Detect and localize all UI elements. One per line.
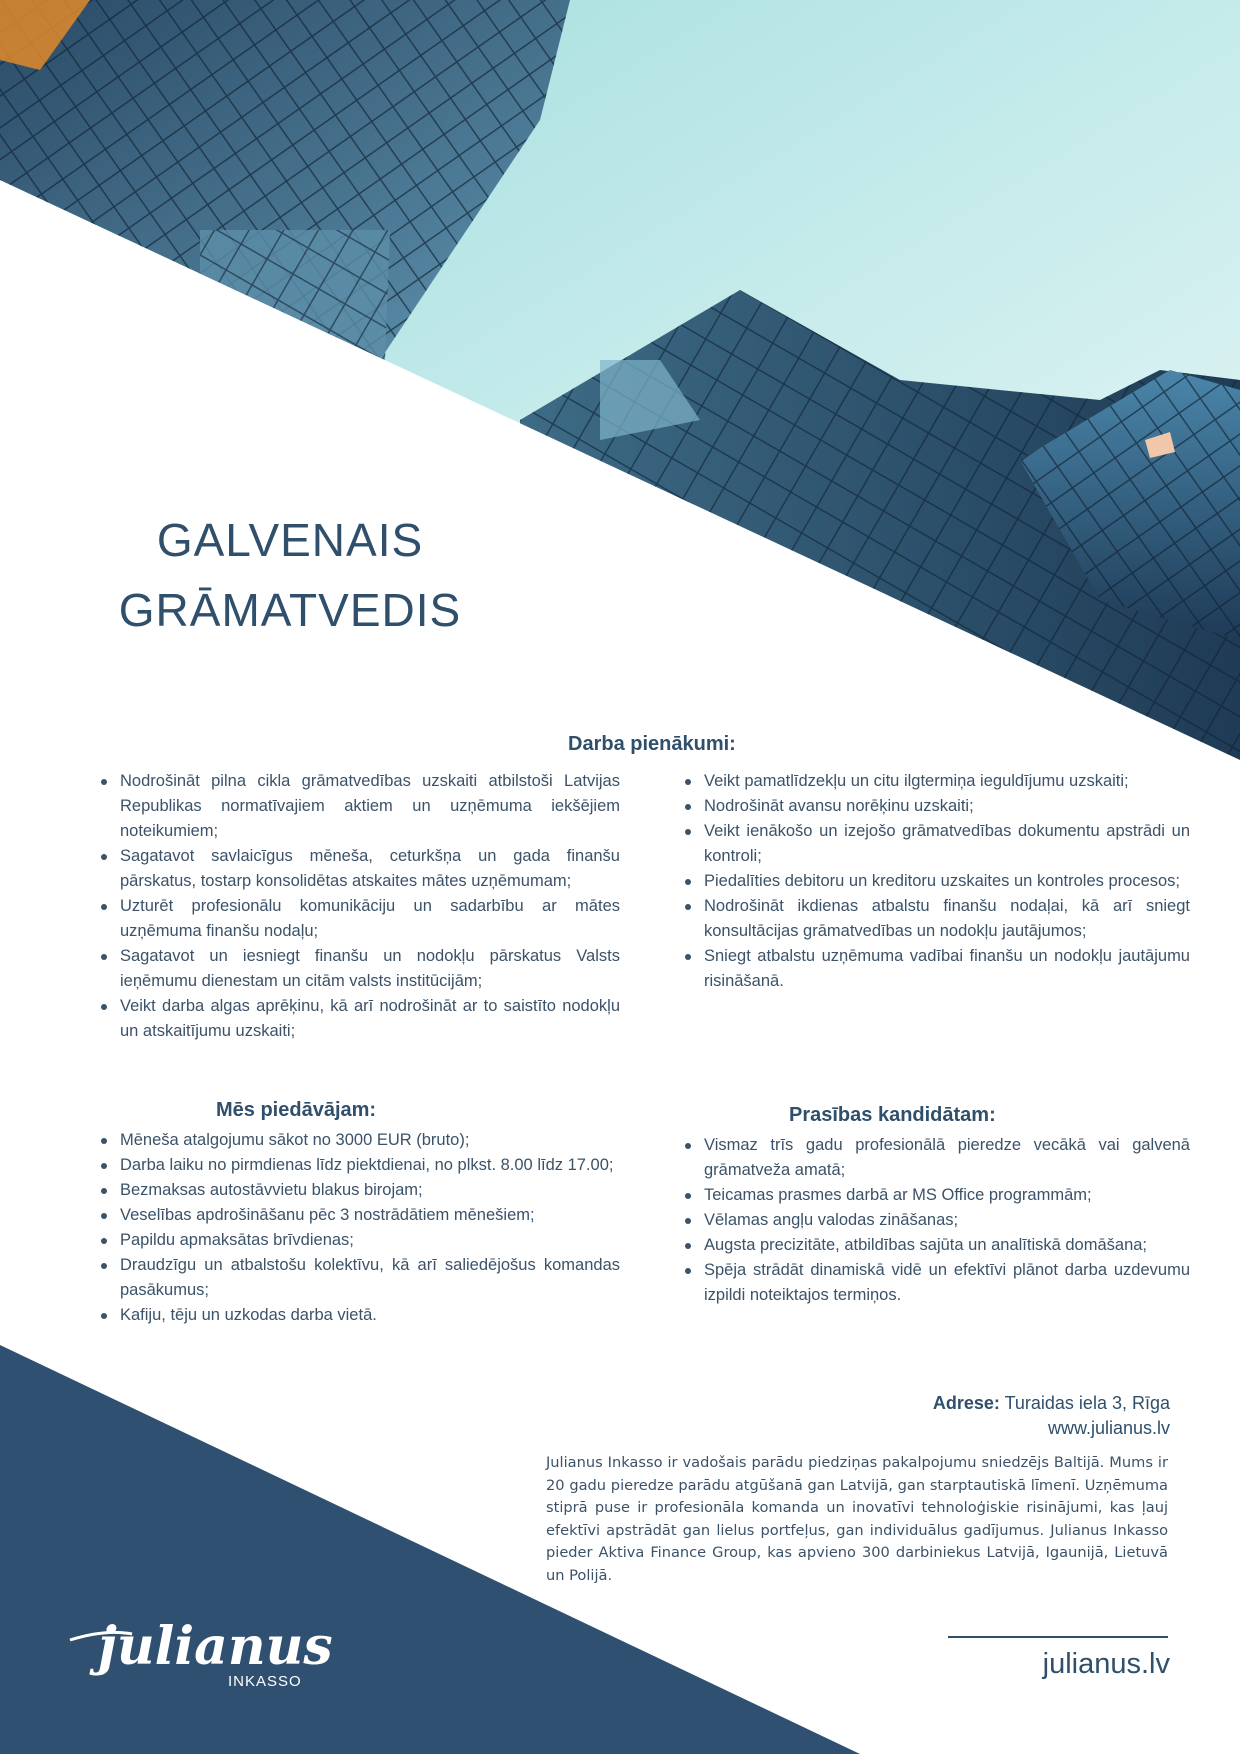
address-value: Turaidas iela 3, Rīga [999, 1393, 1170, 1413]
list-item: Veikt ienākošo un izejošo grāmatvedības dokumentu apstrādi un kontroli; [704, 819, 1190, 869]
list-item: Sniegt atbalstu uzņēmuma vadībai finanšu un nodokļu jautājumu risināšanā. [704, 944, 1190, 994]
list-item: Vēlamas angļu valodas zināšanas; [704, 1208, 1190, 1233]
list-item: Papildu apmaksātas brīvdienas; [120, 1228, 620, 1253]
list-item: Teicamas prasmes darbā ar MS Office programmām; [704, 1183, 1190, 1208]
list-item: Spēja strādāt dinamiskā vidē un efektīvi plānot darba uzdevumu izpildi noteiktajos termiņos. [704, 1258, 1190, 1308]
list-item: Sagatavot un iesniegt finanšu un nodokļu pārskatus Valsts ieņēmumu dienestam un citām valsts institūcijām; [120, 944, 620, 994]
offer-list [98, 1128, 620, 1328]
company-description: Julianus Inkasso ir vadošais parādu piedziņas pakalpojumu sniedzējs Baltijā. Mums ir 20 gadu pieredze parādu atgūšanā gan Latvijā, gan starptautiskā līmenī. Uzņēmuma stiprā puse ir profesionāla komanda un inovatīvi tehnoloģiskie risinājumi, kas ļauj efektīvi apstrādāt gan lielus portfeļus, gan individuālus gadījumus. Julianus Inkasso pieder Aktiva Finance Group, kas apvieno 300 darbiniekus Latvijā, Igaunijā, Lietuvā un Polijā. [546, 1454, 1168, 1584]
address-line [933, 1391, 1170, 1416]
list-item: Nodrošināt pilna cikla grāmatvedības uzskaiti atbilstoši Latvijas Republikas normatīvajiem aktiem un uzņēmuma iekšējiem noteikumiem; [120, 769, 620, 844]
list-item: Bezmaksas autostāvvietu blakus birojam; [120, 1178, 620, 1203]
duties-list-left [98, 769, 620, 1044]
job-title-line-2: GRĀMATVEDIS [118, 584, 462, 636]
footer-website-link[interactable]: julianus.lv [1042, 1648, 1170, 1680]
list-item: Veselības apdrošināšanu pēc 3 nostrādātiem mēnešiem; [120, 1203, 620, 1228]
list-item: Draudzīgu un atbalstošu kolektīvu, kā arī saliedējošus komandas pasākumus; [120, 1253, 620, 1303]
offer-heading: Mēs piedāvājam: [216, 1099, 377, 1121]
list-item: Veikt darba algas aprēķinu, kā arī nodrošināt ar to saistīto nodokļu un atskaitījumu uzskaiti; [120, 994, 620, 1044]
requirements-list [682, 1133, 1190, 1308]
list-item: Darba laiku no pirmdienas līdz piektdienai, no plkst. 8.00 līdz 17.00; [120, 1153, 620, 1178]
list-item: Sagatavot savlaicīgus mēneša, ceturkšņa un gada finanšu pārskatus, tostarp konsolidētas atskaites mātes uzņēmumam; [120, 844, 620, 894]
list-item: Nodrošināt avansu norēķinu uzskaiti; [704, 794, 1190, 819]
requirements-heading: Prasības kandidātam: [789, 1104, 996, 1126]
list-item: Nodrošināt ikdienas atbalstu finanšu nodaļai, kā arī sniegt konsultācijas grāmatvedības un nodokļu jautājumos; [704, 894, 1190, 944]
logo-subtitle: INKASSO [228, 1673, 302, 1690]
job-title [90, 505, 490, 645]
job-title-line-1: GALVENAIS [156, 514, 424, 566]
julianus-inkasso-logo [62, 1602, 362, 1702]
duties-heading: Darba pienākumi: [568, 733, 736, 755]
address-label: Adrese: [932, 1393, 1000, 1413]
list-item: Veikt pamatlīdzekļu un citu ilgtermiņa ieguldījumu uzskaiti; [704, 769, 1190, 794]
list-item: Kafiju, tēju un uzkodas darba vietā. [120, 1303, 620, 1328]
website-link[interactable]: www.julianus.lv [1047, 1418, 1170, 1438]
list-item: Piedalīties debitoru un kreditoru uzskaites un kontroles procesos; [704, 869, 1190, 894]
duties-list-right [682, 769, 1190, 994]
list-item: Augsta precizitāte, atbildības sajūta un analītiskā domāšana; [704, 1233, 1190, 1258]
footer-divider [948, 1636, 1168, 1638]
list-item: Uzturēt profesionālu komunikāciju un sadarbību ar mātes uzņēmuma finanšu nodaļu; [120, 894, 620, 944]
list-item: Vismaz trīs gadu profesionālā pieredze vecākā vai galvenā grāmatveža amatā; [704, 1133, 1190, 1183]
contact-block [933, 1391, 1170, 1441]
logo-wordmark: julianus [98, 1616, 333, 1677]
list-item: Mēneša atalgojumu sākot no 3000 EUR (bruto); [120, 1128, 620, 1153]
